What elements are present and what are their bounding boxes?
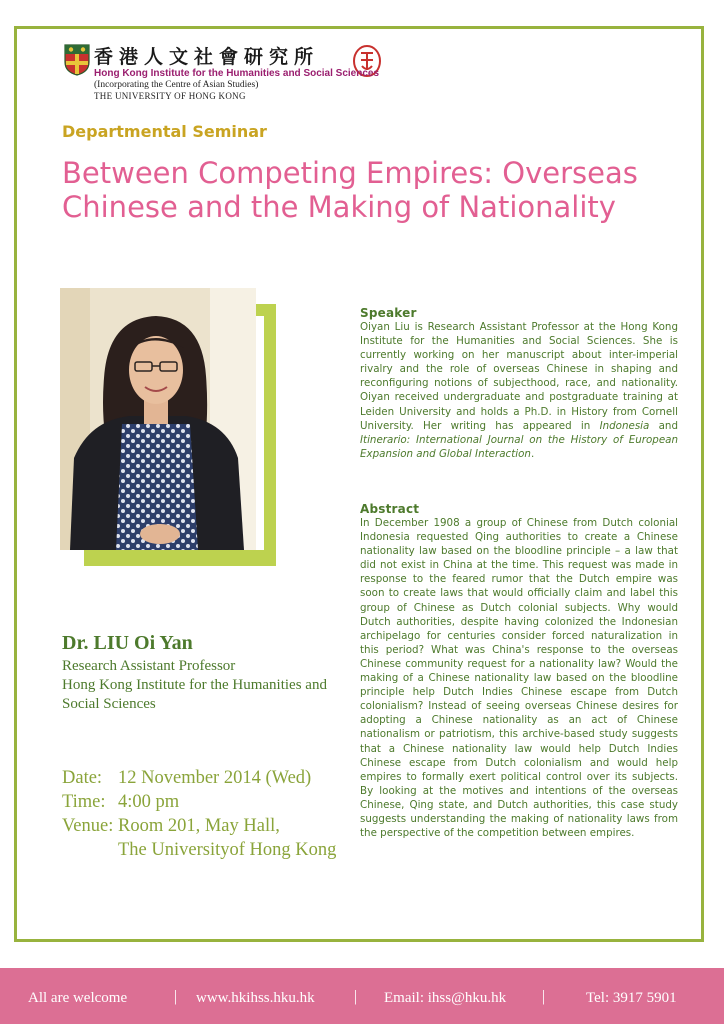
speaker-affiliation: Hong Kong Institute for the Humanities and Social Sciences xyxy=(62,677,327,712)
footer-website-link[interactable]: www.hkihss.hku.hk xyxy=(196,990,315,1006)
speaker-heading: Speaker xyxy=(360,306,417,320)
footer-bar xyxy=(0,968,724,1024)
bio-journal-1: Indonesia xyxy=(599,419,650,432)
date-label: Date: xyxy=(62,768,103,788)
speaker-position xyxy=(62,657,352,714)
footer-separator: | xyxy=(174,988,178,1005)
university-name: THE UNIVERSITY OF HONG KONG xyxy=(94,91,246,101)
institute-english-name: Hong Kong Institute for the Humanities and Social Sciences xyxy=(94,68,380,79)
bio-and: and xyxy=(649,419,678,432)
bio-end: . xyxy=(530,447,535,460)
time-label: Time: xyxy=(62,792,106,812)
event-type: Departmental Seminar xyxy=(62,122,267,141)
hku-crest-logo xyxy=(64,44,90,76)
event-title: Between Competing Empires: Overseas Chinese and the Making of Nationality xyxy=(62,156,638,224)
institute-chinese-name: 香港人文社會研究所 xyxy=(94,46,320,68)
date-value: 12 November 2014 (Wed) xyxy=(118,768,312,788)
abstract-text: In December 1908 a group of Chinese from Dutch colonial Indonesia requested Qing authorities to create a Chinese nationality law based on the bloodline principle – a law that did not exist in China at the time. This request was made in response to the feared rumor that the Dutch empire was soon to create laws that would officially claim and label this group of Chinese as Dutch colonial subjects. Why would Dutch authorities, despite having colonized the Indonesian archipelago for centuries consider forced naturalization in this period? What was China's response to the overseas Chinese community request for a nationality law? Would the making of a Chinese nationality law based on the bloodline principle help Dutch Indies Chinese escape from Dutch colonialism? Instead of seeing overseas Chinese desires for adopting a Chinese nationality as an act of Chinese nationalism or patriotism, this archive-based study suggests that a Chinese nationality law would help Dutch Indies Chinese escape from Dutch colonialism and would help empires to formally exert political control over its subjects. By looking at the motives and intentions of the overseas Chinese, Qing state, and Dutch authorities, this case study suggests understanding the making of nationality laws from the perspective of the competition between empires. xyxy=(360,517,678,840)
time-value: 4:00 pm xyxy=(118,792,180,812)
footer-separator: | xyxy=(354,988,358,1005)
venue-line-1: Room 201, May Hall, xyxy=(118,816,280,836)
footer-telephone: Tel: 3917 5901 xyxy=(586,990,677,1006)
bio-text: Oiyan Liu is Research Assistant Professor at the Hong Kong Institute for the Humanities and Social Sciences. She is currently working on her manuscript about inter-imperial rivalry and the role of overseas Chinese in shaping and reconfiguring notions of subjecthood, race, and nationality. Oiyan received undergraduate and postgraduate training at Leiden University and holds a Ph.D. in History from Cornell University. Her writing has appeared in xyxy=(360,321,678,432)
speaker-name: Dr. LIU Oi Yan xyxy=(62,632,193,654)
footer-separator: | xyxy=(542,988,546,1005)
footer-welcome: All are welcome xyxy=(28,990,128,1006)
institute-subtitle: (Incorporating the Centre of Asian Studies) xyxy=(94,80,259,90)
venue-line-2: The Universityof Hong Kong xyxy=(118,840,337,860)
abstract-heading: Abstract xyxy=(360,502,420,516)
bio-journal-2: Itinerario: International Journal on the History of European Expansion and Global Interaction xyxy=(360,433,678,460)
speaker-photo xyxy=(60,288,256,550)
footer-email-link[interactable]: Email: ihss@hku.hk xyxy=(384,990,507,1006)
speaker-role: Research Assistant Professor xyxy=(62,658,236,674)
venue-label: Venue: xyxy=(62,816,114,836)
speaker-bio xyxy=(360,320,678,461)
